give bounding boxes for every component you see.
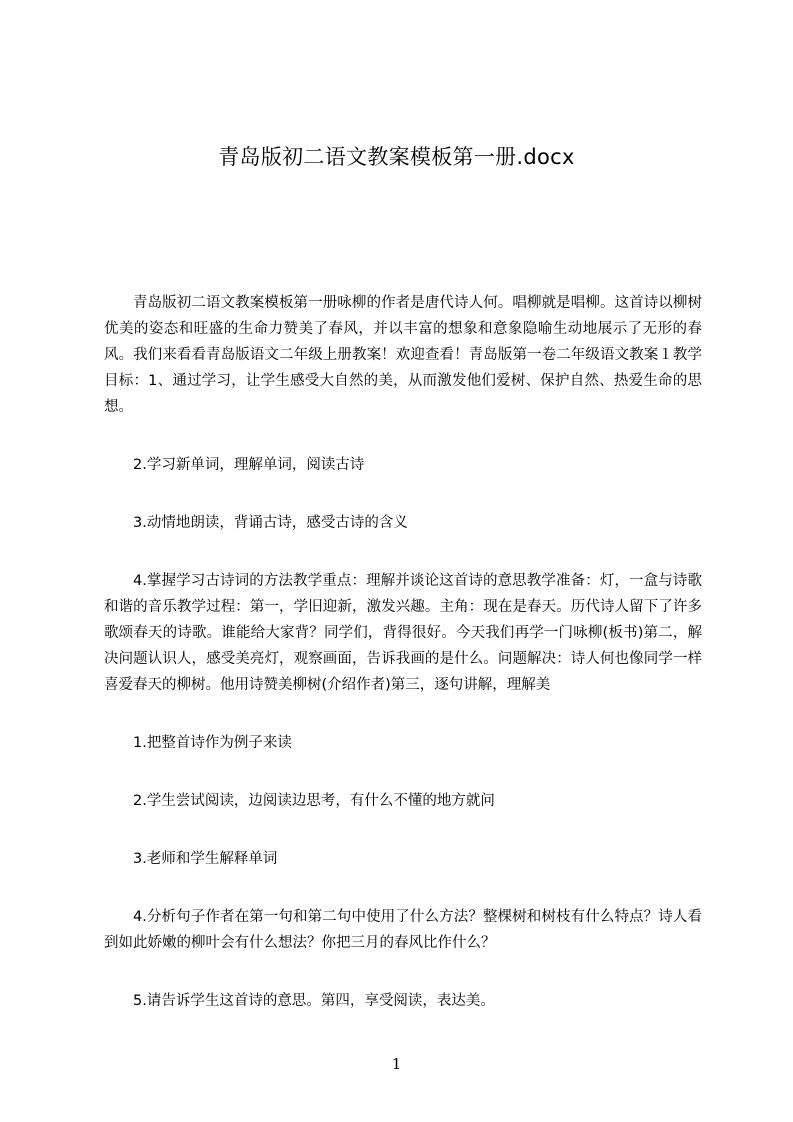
paragraph-intro: 青岛版初二语文教案模板第一册咏柳的作者是唐代诗人何。唱柳就是唱柳。这首诗以柳树优美的姿态和旺盛的生命力赞美了春风，并以丰富的想象和意象隐喻生动地展示了无形的春风。我们来看看青岛版语文二年级上册教案！欢迎查看！青岛版第一卷二年级语文教案１教学目标：1、通过学习，让学生感受大自然的美，从而激发他们爱树、保护自然、热爱生命的思想。 — [104, 295, 702, 415]
paragraph-item: 4.掌握学习古诗词的方法教学重点：理解并谈论这首诗的意思教学准备：灯，一盒与诗歌和谐的音乐教学过程：第一，学旧迎新，激发兴趣。主角：现在是春天。历代诗人留下了许多歌颂春天的诗歌。谁能给大家背？同学们，背得很好。今天我们再学一门咏柳(板书)第二，解决问题认识人，感受美亮灯，观察画面，告诉我画的是什么。问题解决：诗人何也像同学一样喜爱春天的柳树。他用诗赞美柳树(介绍作者)第三，逐句讲解，理解美 — [104, 573, 702, 693]
paragraph-item: 5.请告诉学生这首诗的意思。第四，享受阅读，表达美。 — [133, 993, 495, 1009]
paragraph-item: 2.学生尝试阅读，边阅读边思考，有什么不懂的地方就问 — [133, 793, 495, 809]
page-number: 1 — [391, 1055, 402, 1073]
paragraph-item: 4.分析句子作者在第一句和第二句中使用了什么方法？整棵树和树枝有什么特点？诗人看到如此娇嫩的柳叶会有什么想法？你把三月的春风比作什么？ — [104, 909, 702, 951]
document-title: 青岛版初二语文教案模板第一册.docx — [218, 145, 575, 169]
paragraph-item: 1.把整首诗作为例子来读 — [133, 735, 292, 751]
paragraph-item: 3.动情地朗读，背诵古诗，感受古诗的含义 — [133, 515, 408, 531]
paragraph-item: 3.老师和学生解释单词 — [133, 851, 278, 867]
document-body — [104, 290, 702, 1014]
paragraph-item: 2.学习新单词，理解单词，阅读古诗 — [133, 457, 365, 473]
